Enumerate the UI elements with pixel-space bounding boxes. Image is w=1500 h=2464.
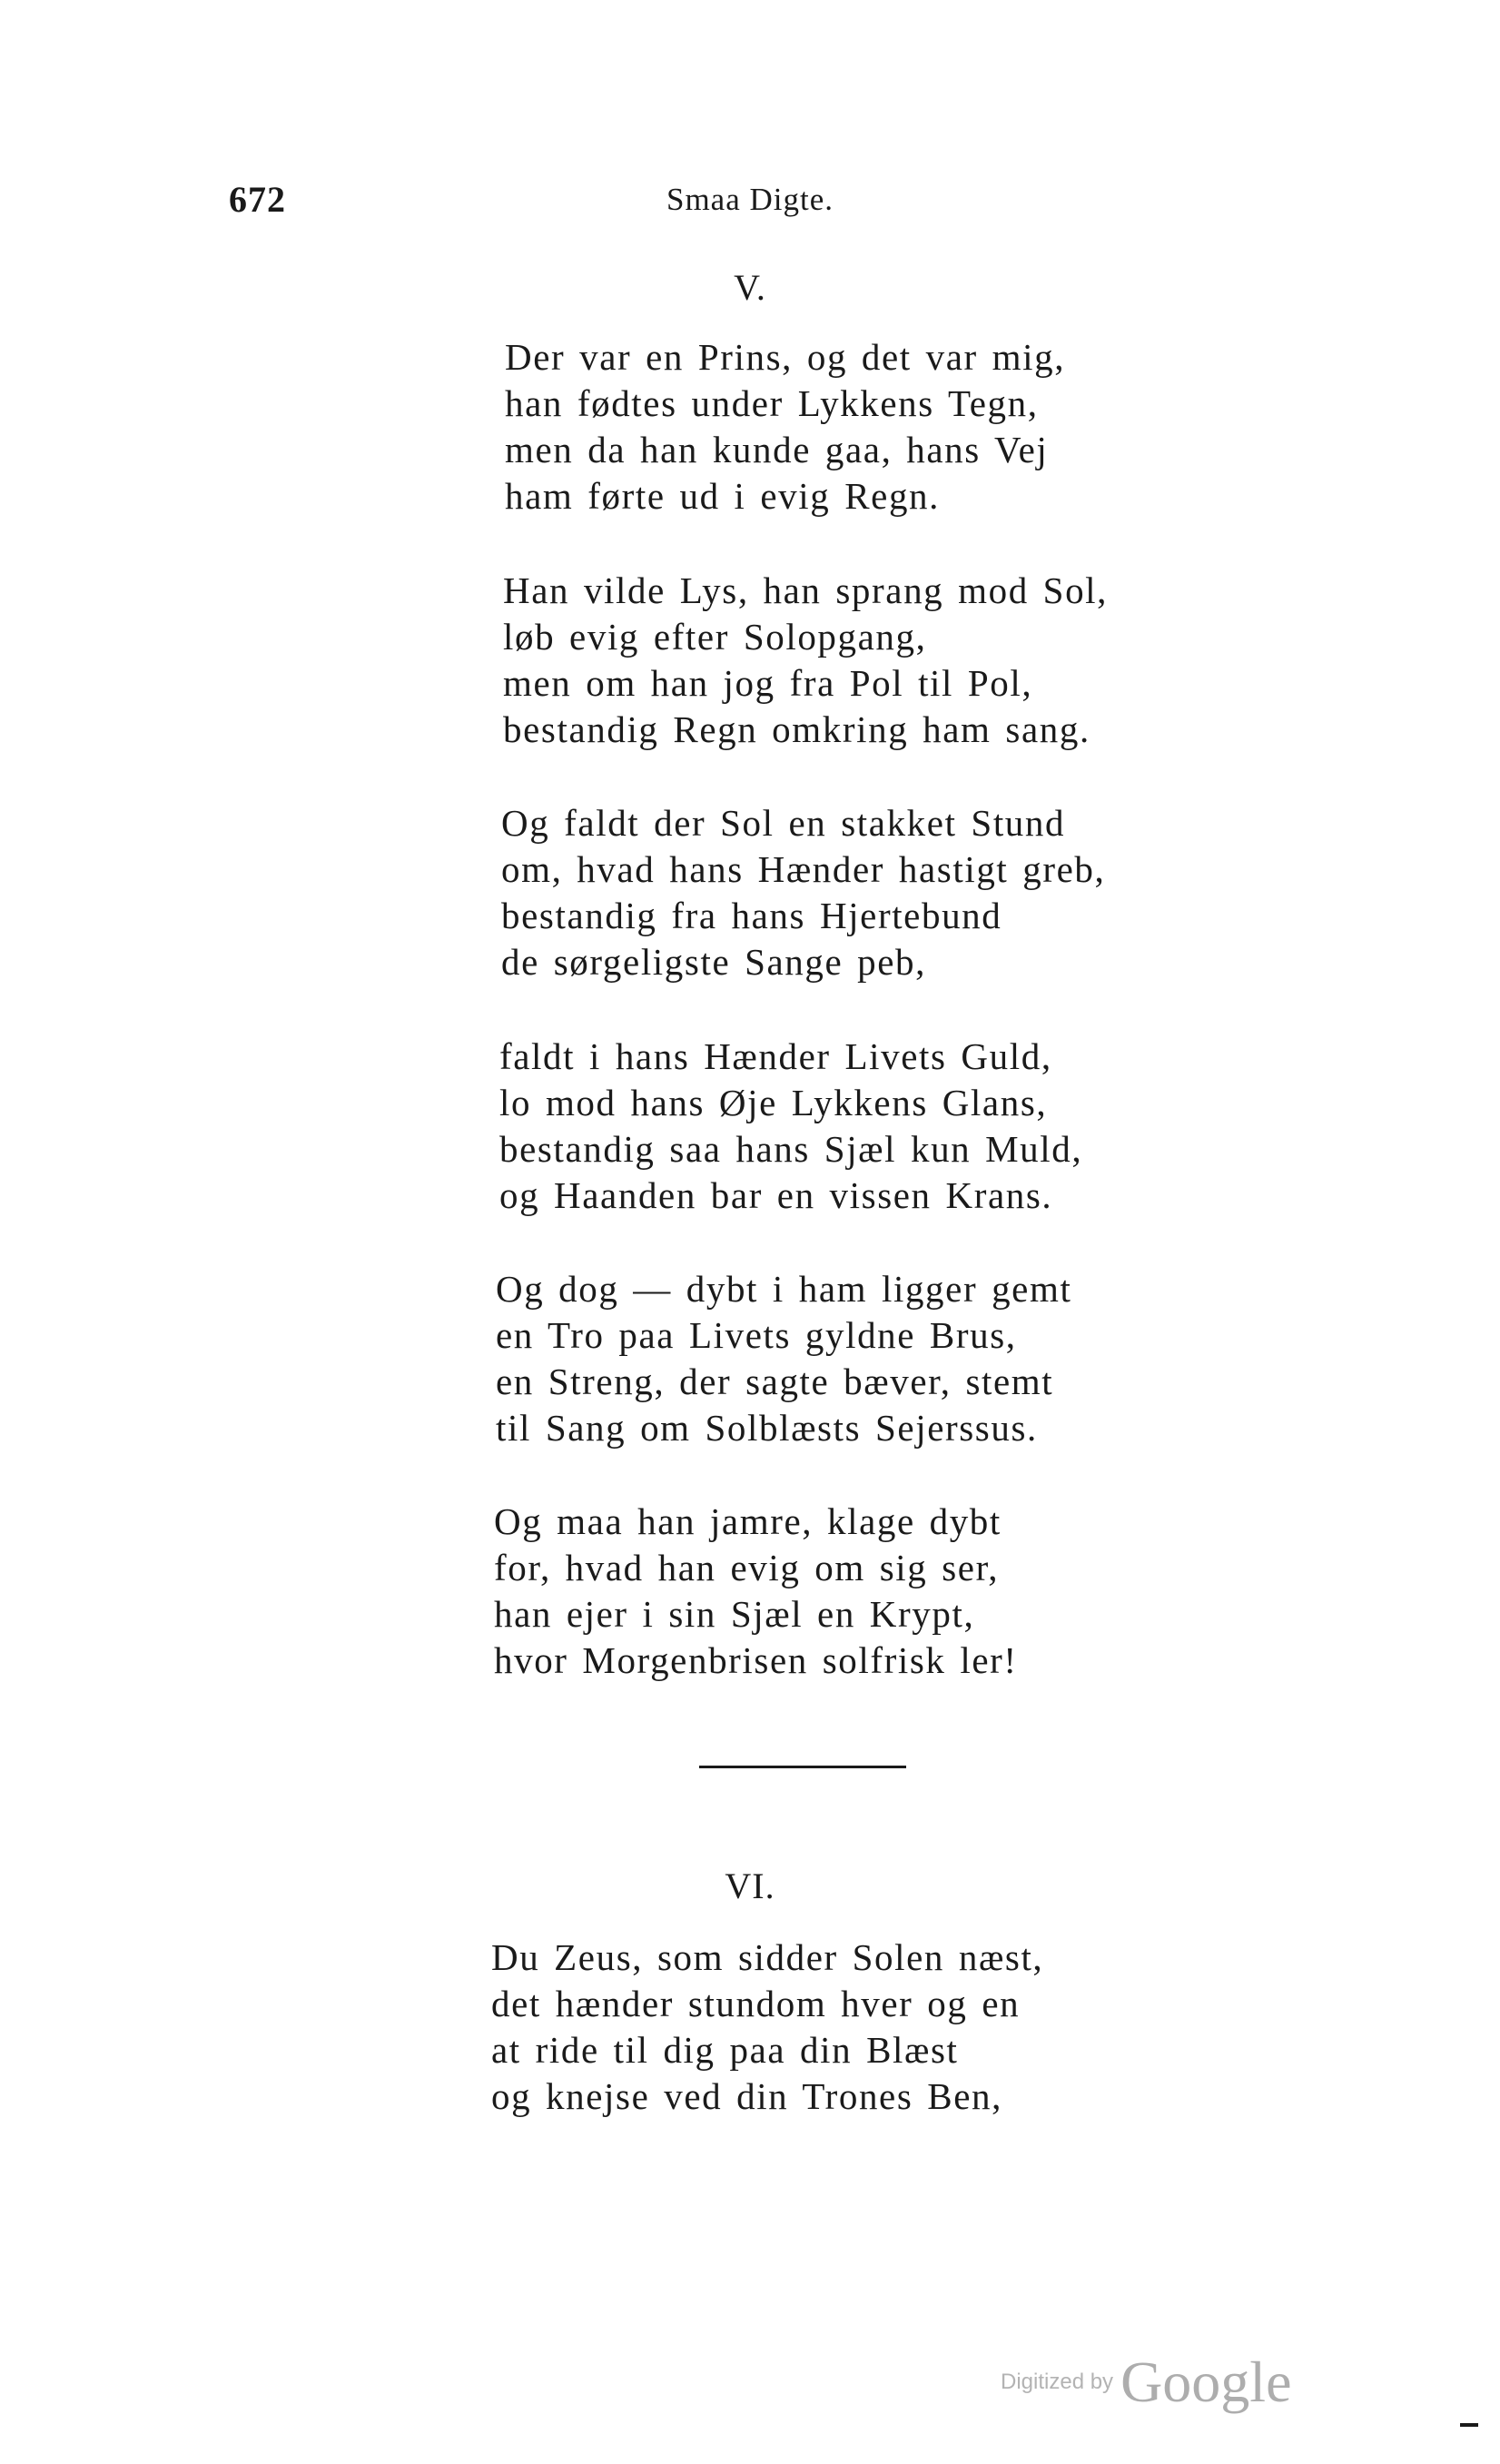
verse-line: om, hvad hans Hænder hastigt greb, — [501, 848, 1106, 890]
verse-line: det hænder stundom hver og en — [491, 1983, 1021, 2024]
verse-line: bestandig saa hans Sjæl kun Muld, — [499, 1128, 1083, 1170]
verse-line: Og dog — dybt i ham ligger gemt — [496, 1268, 1072, 1310]
verse-line: hvor Morgenbrisen solfrisk ler! — [494, 1639, 1018, 1681]
verse-line: at ride til dig paa din Blæst — [491, 2029, 959, 2071]
verse-line: Og faldt der Sol en stakket Stund — [501, 802, 1066, 844]
verse-line: og Haanden bar en vissen Krans. — [499, 1174, 1053, 1216]
watermark-prefix: Digitized by — [1001, 2370, 1114, 2394]
stanza-v-6 — [494, 1499, 1018, 1684]
verse-line: men om han jog fra Pol til Pol, — [503, 662, 1033, 704]
verse-line: ham førte ud i evig Regn. — [505, 475, 941, 517]
stanza-v-1 — [505, 334, 1065, 520]
verse-line: Du Zeus, som sidder Solen næst, — [491, 1936, 1044, 1978]
verse-line: de sørgeligste Sange peb, — [501, 941, 926, 983]
stanza-v-2 — [503, 568, 1108, 753]
verse-line: løb evig efter Solopgang, — [503, 616, 927, 658]
verse-line: for, hvad han evig om sig ser, — [494, 1547, 1000, 1588]
section-divider — [699, 1766, 906, 1768]
verse-line: Og maa han jamre, klage dybt — [494, 1500, 1002, 1542]
stanza-v-3 — [501, 800, 1105, 985]
section-heading-v: V. — [734, 267, 766, 308]
verse-line: bestandig fra hans Hjertebund — [501, 895, 1002, 936]
google-logo: Google — [1120, 2350, 1292, 2414]
verse-line: og knejse ved din Trones Ben, — [491, 2075, 1002, 2117]
page-number: 672 — [229, 179, 286, 220]
stanza-vi-1 — [491, 1935, 1043, 2120]
verse-line: lo mod hans Øje Lykkens Glans, — [499, 1082, 1048, 1123]
verse-line: en Streng, der sagte bæver, stemt — [496, 1361, 1054, 1402]
verse-line: Han vilde Lys, han sprang mod Sol, — [503, 569, 1109, 611]
stanza-v-5 — [496, 1266, 1071, 1451]
verse-line: han ejer i sin Sjæl en Krypt, — [494, 1593, 975, 1635]
scan-edge-mark — [1460, 2423, 1478, 2427]
verse-line: en Tro paa Livets gyldne Brus, — [496, 1314, 1017, 1356]
verse-line: Der var en Prins, og det var mig, — [505, 336, 1066, 378]
verse-line: til Sang om Solblæsts Sejerssus. — [496, 1407, 1038, 1449]
stanza-v-4 — [499, 1034, 1082, 1219]
verse-line: han fødtes under Lykkens Tegn, — [505, 382, 1039, 424]
digitized-by-watermark — [1001, 2349, 1291, 2416]
section-heading-vi: VI. — [725, 1865, 775, 1906]
verse-line: men da han kunde gaa, hans Vej — [505, 429, 1049, 470]
running-head: Smaa Digte. — [666, 182, 834, 217]
verse-line: faldt i hans Hænder Livets Guld, — [499, 1035, 1052, 1077]
verse-line: bestandig Regn omkring ham sang. — [503, 708, 1090, 750]
